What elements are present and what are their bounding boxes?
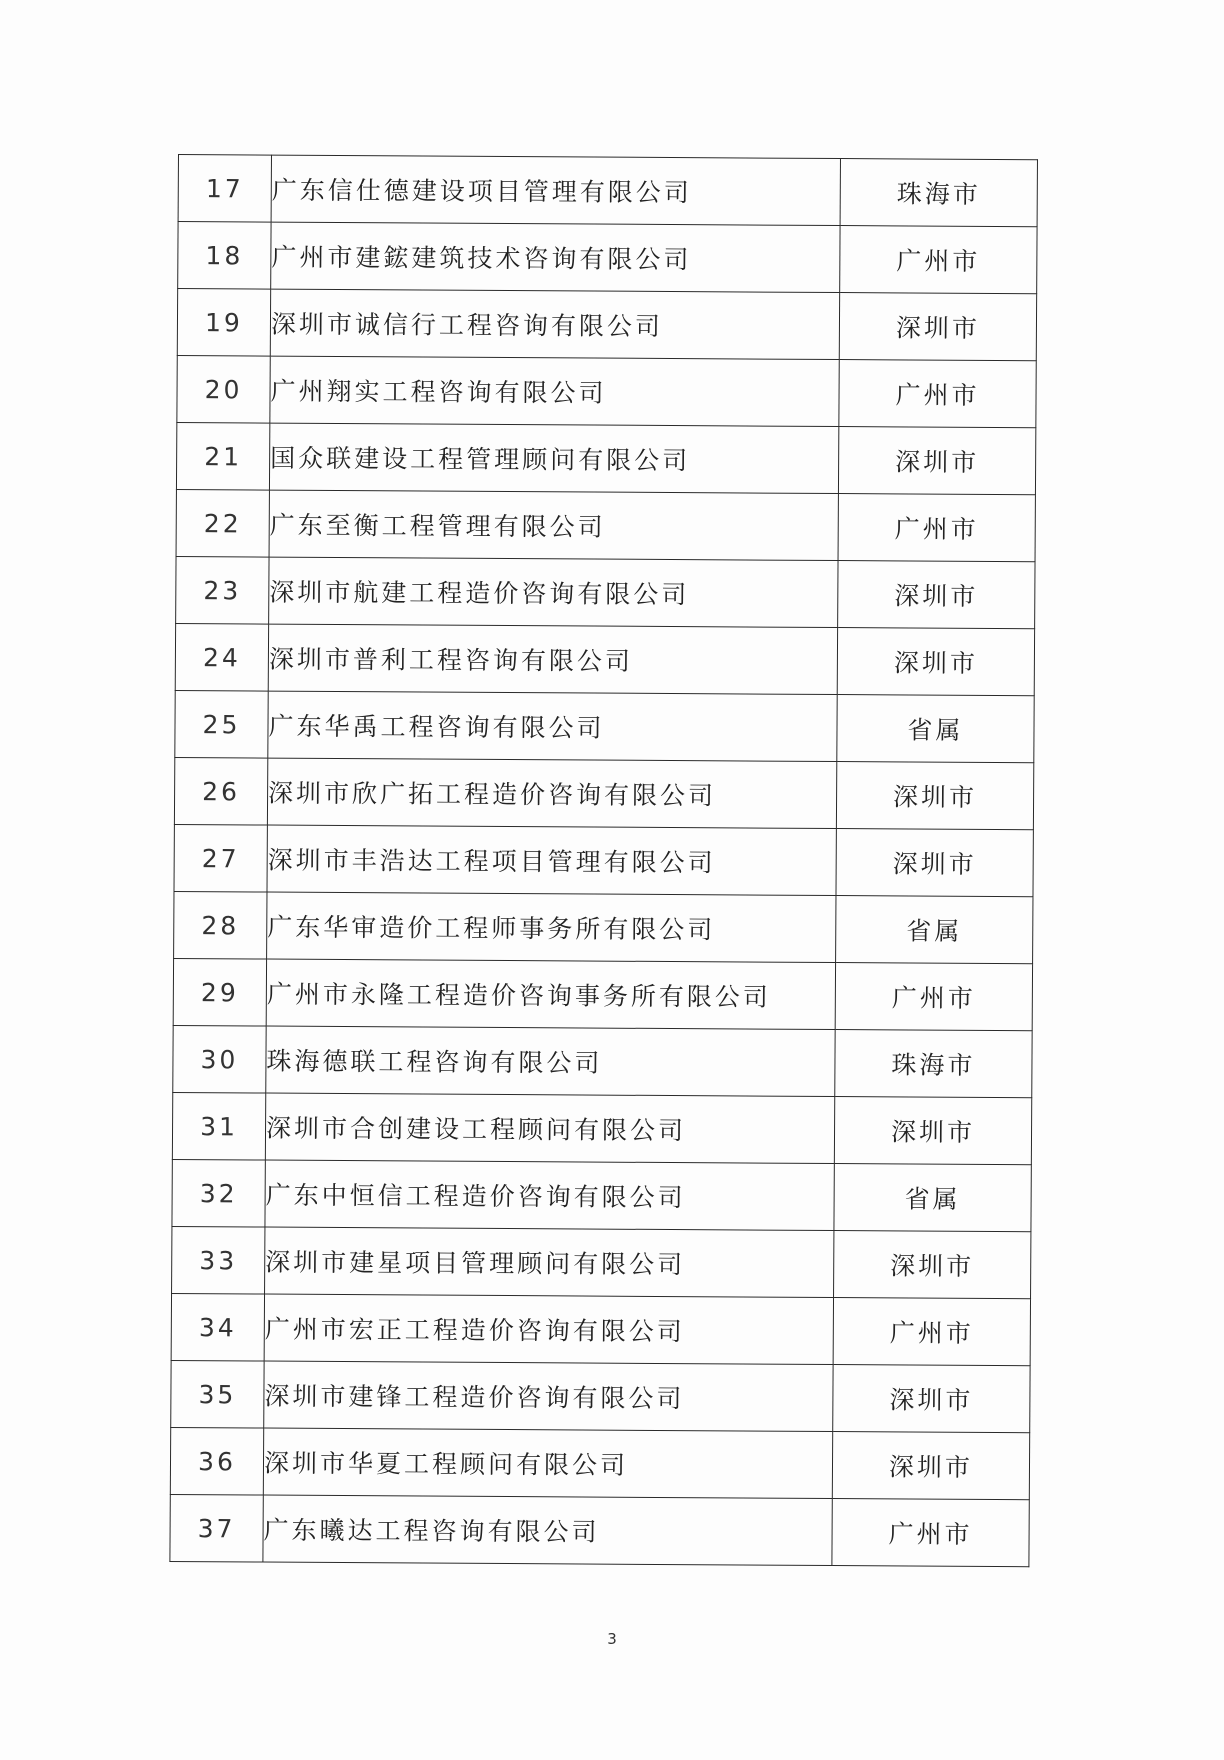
- row-number-cell: 20: [177, 355, 270, 423]
- row-number-cell: 31: [172, 1092, 265, 1160]
- row-number-cell: 29: [173, 958, 266, 1026]
- city-cell: 深圳市: [838, 427, 1035, 495]
- company-name-cell: 深圳市建锋工程造价咨询有限公司: [264, 1361, 833, 1431]
- row-number-cell: 32: [172, 1159, 265, 1227]
- city-cell: 广州市: [840, 226, 1037, 294]
- table-row: [172, 1159, 1031, 1231]
- page-number: 3: [607, 1630, 617, 1648]
- row-number-cell: 36: [170, 1427, 263, 1495]
- company-name-cell: 珠海德联工程咨询有限公司: [266, 1026, 835, 1096]
- row-number-cell: 25: [175, 690, 268, 758]
- company-name-cell: 广东华审造价工程师事务所有限公司: [267, 892, 836, 962]
- table-row: [172, 1092, 1031, 1164]
- company-name-cell: 广东至衡工程管理有限公司: [269, 490, 838, 560]
- row-number-cell: 24: [175, 623, 268, 691]
- row-number-cell: 19: [177, 289, 270, 357]
- city-cell: 珠海市: [835, 1030, 1032, 1098]
- city-cell: 广州市: [832, 1499, 1029, 1567]
- table-row: [170, 1427, 1029, 1499]
- row-number-cell: 34: [171, 1293, 264, 1361]
- row-number-cell: 17: [178, 155, 271, 223]
- row-number-cell: 23: [176, 556, 269, 624]
- company-name-cell: 深圳市欣广拓工程造价咨询有限公司: [267, 758, 836, 828]
- row-number-cell: 35: [171, 1360, 264, 1428]
- company-name-cell: 广州翔实工程咨询有限公司: [270, 356, 839, 426]
- table-row: [175, 623, 1034, 695]
- city-cell: 省属: [836, 896, 1033, 964]
- company-name-cell: 广州市宏正工程造价咨询有限公司: [264, 1294, 833, 1364]
- city-cell: 珠海市: [840, 159, 1037, 227]
- table-row: [178, 155, 1037, 227]
- city-cell: 广州市: [833, 1298, 1030, 1366]
- company-name-cell: 广州市建鋐建筑技术咨询有限公司: [271, 222, 840, 292]
- table-row: [176, 422, 1035, 494]
- city-cell: 深圳市: [833, 1365, 1030, 1433]
- city-cell: 深圳市: [836, 829, 1033, 897]
- city-cell: 广州市: [839, 360, 1036, 428]
- city-cell: 深圳市: [836, 762, 1033, 830]
- table-body: [170, 155, 1038, 1567]
- company-name-cell: 深圳市诚信行工程咨询有限公司: [270, 289, 839, 359]
- table-row: [175, 690, 1034, 762]
- table-row: [177, 355, 1036, 427]
- company-name-cell: 深圳市建星项目管理顾问有限公司: [265, 1227, 834, 1297]
- table-row: [174, 757, 1033, 829]
- city-cell: 省属: [837, 695, 1034, 763]
- row-number-cell: 22: [176, 489, 269, 557]
- city-cell: 深圳市: [834, 1231, 1031, 1299]
- city-cell: 深圳市: [838, 561, 1035, 629]
- company-name-cell: 广东华禹工程咨询有限公司: [268, 691, 837, 761]
- row-number-cell: 37: [170, 1494, 263, 1562]
- row-number-cell: 18: [178, 222, 271, 290]
- company-name-cell: 广东信仕德建设项目管理有限公司: [271, 155, 840, 225]
- table-row: [176, 489, 1035, 561]
- company-name-cell: 深圳市丰浩达工程项目管理有限公司: [267, 825, 836, 895]
- row-number-cell: 33: [172, 1226, 265, 1294]
- city-cell: 广州市: [838, 494, 1035, 562]
- company-name-cell: 深圳市普利工程咨询有限公司: [268, 624, 837, 694]
- company-name-cell: 广东中恒信工程造价咨询有限公司: [265, 1160, 834, 1230]
- row-number-cell: 30: [173, 1025, 266, 1093]
- table-row: [176, 556, 1035, 628]
- company-name-cell: 国众联建设工程管理顾问有限公司: [269, 423, 838, 493]
- row-number-cell: 27: [174, 824, 267, 892]
- city-cell: 深圳市: [837, 628, 1034, 696]
- company-list-table: [169, 154, 1038, 1567]
- table-row: [177, 289, 1036, 361]
- city-cell: 省属: [834, 1164, 1031, 1232]
- row-number-cell: 21: [176, 422, 269, 490]
- company-name-cell: 广州市永隆工程造价咨询事务所有限公司: [266, 959, 835, 1029]
- city-cell: 深圳市: [839, 293, 1036, 361]
- table-row: [171, 1360, 1030, 1432]
- table-row: [178, 222, 1037, 294]
- company-name-cell: 深圳市航建工程造价咨询有限公司: [269, 557, 838, 627]
- row-number-cell: 28: [174, 891, 267, 959]
- city-cell: 深圳市: [834, 1097, 1031, 1165]
- table-row: [173, 958, 1032, 1030]
- company-name-cell: 深圳市华夏工程顾问有限公司: [263, 1428, 832, 1498]
- table-row: [173, 1025, 1032, 1097]
- city-cell: 广州市: [835, 963, 1032, 1031]
- table-row: [170, 1494, 1029, 1566]
- table-row: [174, 891, 1033, 963]
- company-name-cell: 广东曦达工程咨询有限公司: [263, 1495, 832, 1565]
- row-number-cell: 26: [174, 757, 267, 825]
- company-name-cell: 深圳市合创建设工程顾问有限公司: [265, 1093, 834, 1163]
- city-cell: 深圳市: [832, 1432, 1029, 1500]
- table-row: [171, 1293, 1030, 1365]
- table-row: [174, 824, 1033, 896]
- table-row: [172, 1226, 1031, 1298]
